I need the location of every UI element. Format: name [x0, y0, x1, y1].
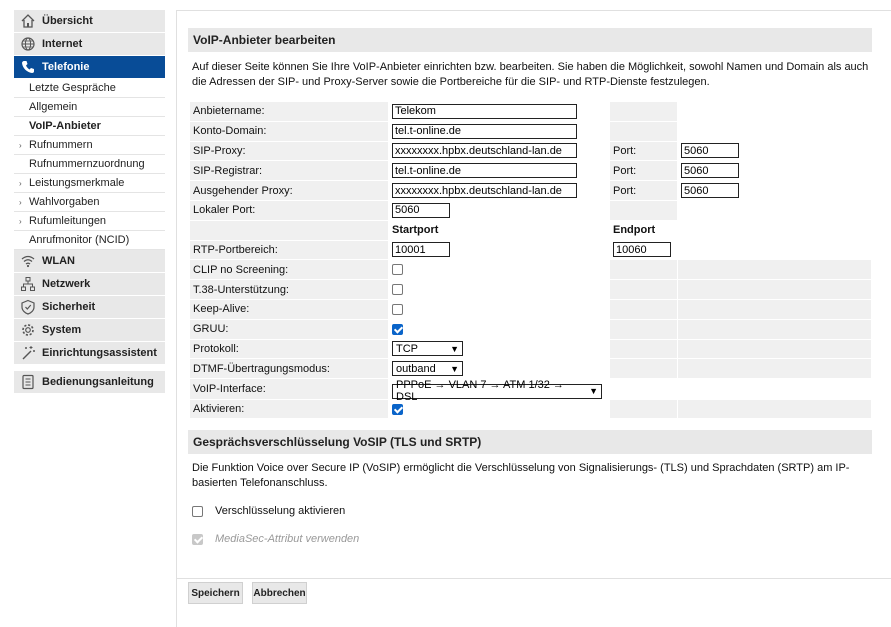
chevron-down-icon: ▼ [450, 363, 459, 374]
nav-sub-voip-anbieter[interactable] [14, 117, 165, 136]
book-icon [20, 374, 36, 390]
chevron-right-icon: › [19, 197, 22, 207]
mediasec-label: MediaSec-Attribut verwenden [215, 533, 360, 545]
nav-sub-label: Letzte Gespräche [29, 82, 116, 94]
nav-internet[interactable] [14, 33, 165, 56]
rtp-end-input[interactable] [613, 242, 671, 257]
sidebar [14, 10, 165, 394]
wifi-icon [20, 253, 36, 269]
nav-label: WLAN [42, 255, 75, 267]
footer-divider [176, 578, 891, 579]
label-port: Port: [610, 141, 678, 161]
chevron-down-icon: ▼ [450, 343, 459, 354]
nav-telefonie[interactable] [14, 56, 165, 79]
label-aktivieren: Aktivieren: [190, 399, 389, 419]
protocol-select[interactable] [392, 341, 463, 356]
encrypt-label: Verschlüsselung aktivieren [215, 505, 346, 517]
sip-proxy-port-input[interactable] [681, 143, 739, 158]
voip-form [189, 101, 872, 419]
voip-interface-select[interactable] [392, 379, 602, 404]
section-title-voip: VoIP-Anbieter bearbeiten [188, 28, 872, 52]
label-ausgehender-proxy: Ausgehender Proxy: [190, 181, 389, 201]
label-startport: Startport [389, 220, 610, 240]
gear-icon [20, 322, 36, 338]
mediasec-checkbox[interactable] [192, 534, 203, 545]
save-button[interactable]: Speichern [188, 582, 243, 604]
section-title-vosip: Gesprächsverschlüsselung VoSIP (TLS und SRTP) [188, 430, 872, 454]
nav-label: System [42, 324, 82, 336]
label-voip-interface: VoIP-Interface: [190, 379, 389, 400]
rtp-start-input[interactable] [392, 242, 450, 257]
sip-registrar-input[interactable] [392, 163, 577, 178]
encrypt-checkbox[interactable] [192, 506, 203, 517]
nav-sub-label: Leistungsmerkmale [29, 177, 125, 189]
label-protokoll: Protokoll: [190, 339, 389, 359]
gruu-checkbox[interactable] [392, 324, 403, 335]
label-port: Port: [610, 181, 678, 201]
chevron-down-icon: ▼ [589, 386, 598, 397]
label-sip-registrar: SIP-Registrar: [190, 161, 389, 181]
clip-checkbox[interactable] [392, 264, 403, 275]
label-gruu: GRUU: [190, 319, 389, 339]
nav-sicherheit[interactable] [14, 296, 165, 319]
home-icon [20, 13, 36, 29]
label-lokaler-port: Lokaler Port: [190, 200, 389, 220]
nav-wlan[interactable] [14, 250, 165, 273]
nav-einrichtungsassistent[interactable] [14, 342, 165, 365]
label-t38: T.38-Unterstützung: [190, 280, 389, 300]
nav-label: Bedienungsanleitung [42, 376, 154, 388]
keep-alive-checkbox[interactable] [392, 304, 403, 315]
nav-sub-letzte-gespraeche[interactable] [14, 79, 165, 98]
nav-sub-rufnummern[interactable] [14, 136, 165, 155]
outbound-proxy-input[interactable] [392, 183, 577, 198]
nav-sub-label: VoIP-Anbieter [29, 120, 101, 132]
nav-label: Sicherheit [42, 301, 96, 313]
cancel-button[interactable]: Abbrechen [252, 582, 307, 604]
nav-sub-rufnummernzuordnung[interactable] [14, 155, 165, 174]
globe-icon [20, 36, 36, 52]
sip-proxy-input[interactable] [392, 143, 577, 158]
nav-label: Einrichtungsassistent [42, 347, 157, 359]
nav-netzwerk[interactable] [14, 273, 165, 296]
nav-sub-label: Wahlvorgaben [29, 196, 100, 208]
mediasec-row [192, 533, 359, 545]
vosip-description: Die Funktion Voice over Secure IP (VoSIP) ermöglicht die Verschlüsselung von Signalisierungs- (TLS) und Sprachdaten (SRTP) am IP-basierten Telefonanschluss. [192, 462, 850, 489]
sip-registrar-port-input[interactable] [681, 163, 739, 178]
network-icon [20, 276, 36, 292]
chevron-right-icon: › [19, 140, 22, 150]
label-endport: Endport [610, 220, 872, 240]
nav-sub-label: Rufumleitungen [29, 215, 107, 227]
nav-sub-rufumleitungen[interactable] [14, 212, 165, 231]
phone-icon [20, 59, 36, 75]
nav-label: Internet [42, 38, 83, 50]
label-rtp-portbereich: RTP-Portbereich: [190, 240, 389, 260]
protocol-value: TCP [396, 342, 418, 355]
dtmf-select[interactable] [392, 361, 463, 376]
local-port-input[interactable] [392, 203, 450, 218]
nav-bedienungsanleitung[interactable] [14, 371, 165, 394]
label-dtmf: DTMF-Übertragungsmodus: [190, 359, 389, 379]
voip-description: Auf dieser Seite können Sie Ihre VoIP-Anbieter einrichten bzw. bearbeiten. Sie haben die Möglichkeit, sowohl Namen und Domain als auch die Adressen der SIP- und Proxy-Server sowie die Portbereiche für die SIP- und RTP-Dienste festzulegen. [192, 61, 869, 88]
nav-label: Telefonie [42, 61, 90, 73]
nav-label: Netzwerk [42, 278, 91, 290]
nav-system[interactable] [14, 319, 165, 342]
anbietername-input[interactable] [392, 104, 577, 119]
label-keep-alive: Keep-Alive: [190, 299, 389, 319]
voip-interface-value: PPPoE → VLAN 7 → ATM 1/32 → DSL [396, 379, 564, 404]
wand-icon [20, 345, 36, 361]
label-konto-domain: Konto-Domain: [190, 121, 389, 141]
nav-sub-label: Rufnummern [29, 139, 93, 151]
nav-sub-anrufmonitor[interactable] [14, 231, 165, 250]
activate-checkbox[interactable] [392, 404, 403, 415]
chevron-right-icon: › [19, 216, 22, 226]
chevron-right-icon: › [19, 178, 22, 188]
nav-uebersicht[interactable] [14, 10, 165, 33]
konto-domain-input[interactable] [392, 124, 577, 139]
outbound-proxy-port-input[interactable] [681, 183, 739, 198]
nav-sub-wahlvorgaben[interactable] [14, 193, 165, 212]
encrypt-row [192, 505, 345, 517]
label-clip: CLIP no Screening: [190, 260, 389, 280]
nav-sub-leistungsmerkmale[interactable] [14, 174, 165, 193]
nav-label: Übersicht [42, 15, 93, 27]
dtmf-value: outband [396, 362, 436, 375]
label-sip-proxy: SIP-Proxy: [190, 141, 389, 161]
nav-sub-label: Rufnummernzuordnung [29, 158, 145, 170]
nav-sub-label: Allgemein [29, 101, 78, 113]
label-anbietername: Anbietername: [190, 102, 389, 122]
nav-sub-allgemein[interactable] [14, 98, 165, 117]
t38-checkbox[interactable] [392, 284, 403, 295]
nav-sub-label: Anrufmonitor (NCID) [29, 234, 130, 246]
shield-icon [20, 299, 36, 315]
label-port: Port: [610, 161, 678, 181]
